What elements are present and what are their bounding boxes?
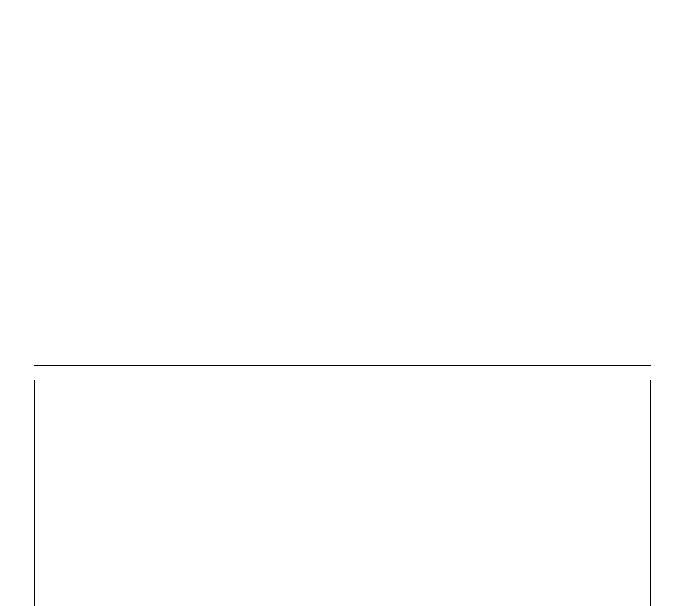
frame-line-right <box>650 380 651 606</box>
frame-line-left <box>34 380 35 606</box>
page-frame-lines <box>0 380 685 606</box>
header-rule <box>34 365 651 366</box>
